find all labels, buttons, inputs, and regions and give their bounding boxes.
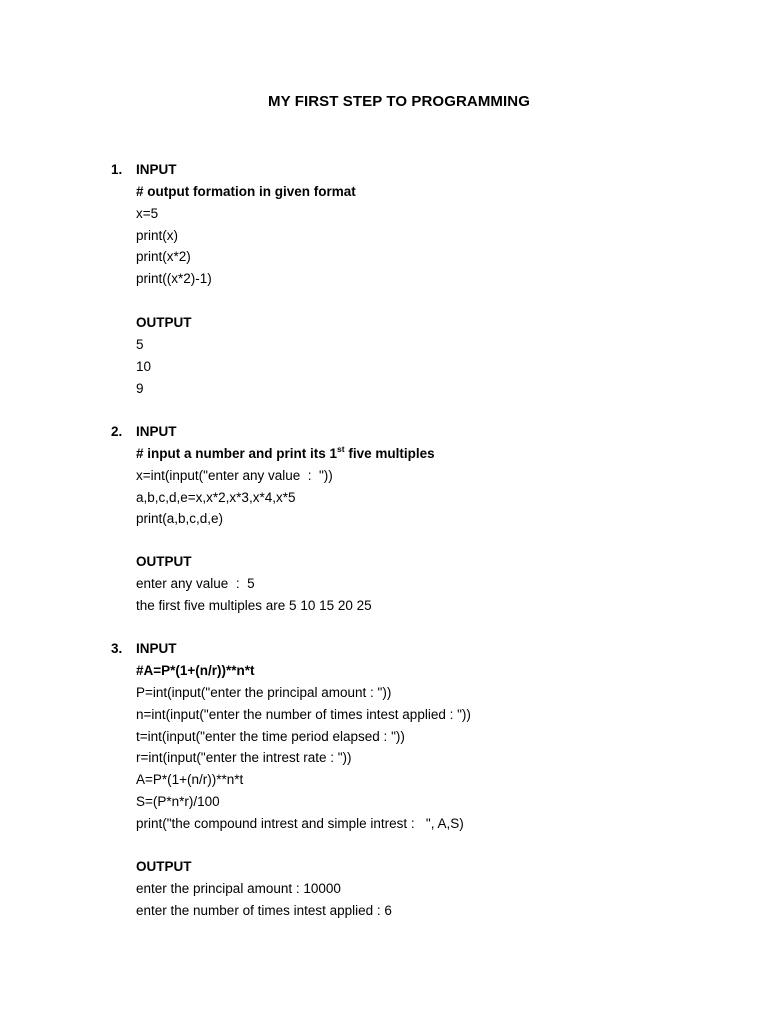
code-line: print(x) <box>136 228 179 243</box>
code-line: A=P*(1+(n/r))**n*t <box>136 772 244 787</box>
input-label: INPUT <box>136 162 177 177</box>
section-number: 3. <box>111 641 123 656</box>
output-line: enter the number of times intest applied : 6 <box>136 903 392 918</box>
code-line: n=int(input("enter the number of times intest applied : ")) <box>136 707 471 722</box>
code-line: print(a,b,c,d,e) <box>136 511 224 526</box>
code-line: print((x*2)-1) <box>136 271 212 286</box>
comment-text: # input a number and print its 1 <box>136 446 338 461</box>
section-number: 1. <box>111 162 123 177</box>
page-title: MY FIRST STEP TO PROGRAMMING <box>268 93 530 110</box>
input-label: INPUT <box>136 641 177 656</box>
output-line: the first five multiples are 5 10 15 20 25 <box>136 598 372 613</box>
section-number: 2. <box>111 424 123 439</box>
ordinal-superscript: st <box>337 443 345 454</box>
input-label: INPUT <box>136 424 177 439</box>
code-line: t=int(input("enter the time period elapsed : ")) <box>136 729 405 744</box>
code-comment: #A=P*(1+(n/r))**n*t <box>136 663 255 678</box>
code-comment <box>136 444 435 464</box>
output-label: OUTPUT <box>136 554 192 569</box>
output-label: OUTPUT <box>136 859 192 874</box>
code-line: r=int(input("enter the intrest rate : ")) <box>136 750 352 765</box>
code-line: a,b,c,d,e=x,x*2,x*3,x*4,x*5 <box>136 490 296 505</box>
code-line: x=5 <box>136 206 159 221</box>
output-line: 10 <box>136 359 152 374</box>
output-line: enter any value : 5 <box>136 576 255 591</box>
comment-text: five multiples <box>344 446 435 461</box>
code-line: print(x*2) <box>136 249 191 264</box>
output-line: 5 <box>136 337 144 352</box>
code-line: x=int(input("enter any value : ")) <box>136 468 333 483</box>
code-comment: # output formation in given format <box>136 184 356 199</box>
code-line: P=int(input("enter the principal amount : ")) <box>136 685 392 700</box>
output-label: OUTPUT <box>136 315 192 330</box>
code-line: S=(P*n*r)/100 <box>136 794 220 809</box>
output-line: enter the principal amount : 10000 <box>136 881 341 896</box>
output-line: 9 <box>136 381 144 396</box>
code-line: print("the compound intrest and simple intrest : ", A,S) <box>136 816 464 831</box>
